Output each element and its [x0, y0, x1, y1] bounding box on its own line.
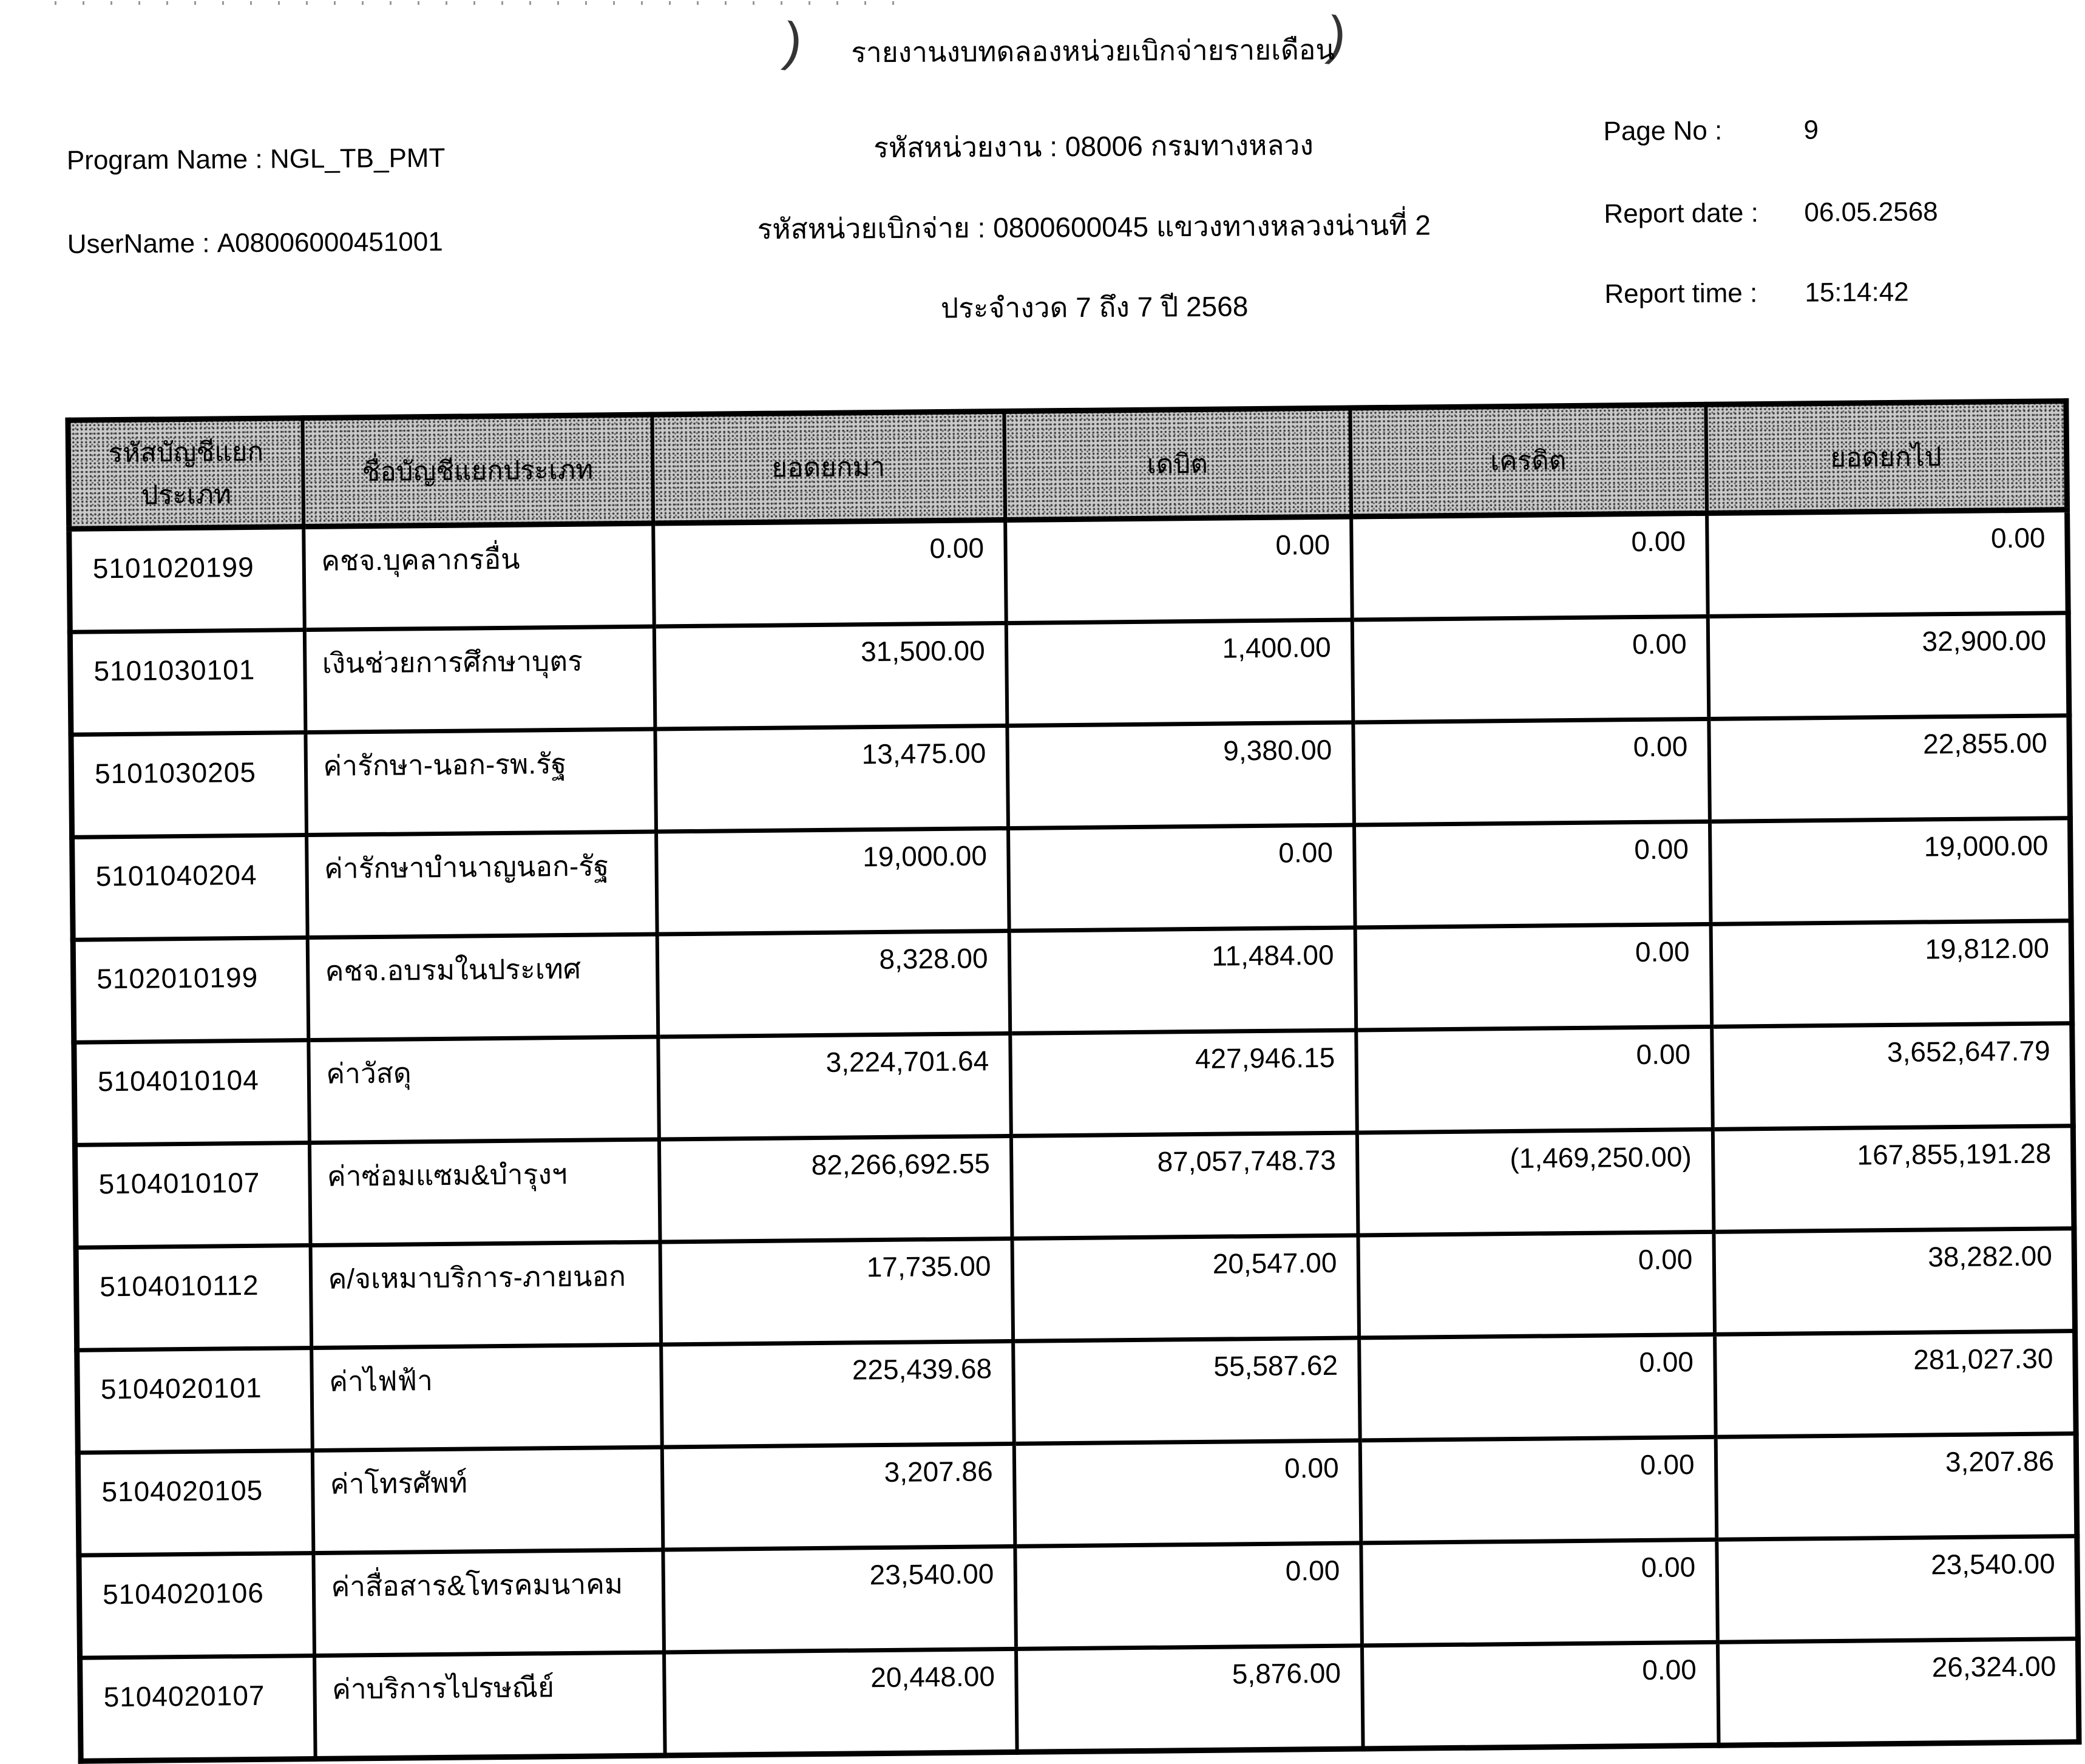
debit-cell: 20,547.00 [1012, 1235, 1359, 1341]
col-header-account-code: รหัสบัญชีแยกประเภท [68, 418, 303, 529]
ending-balance-cell: 23,540.00 [1717, 1536, 2078, 1643]
username-value: A08006000451001 [217, 226, 443, 259]
account-code-cell: 5101020199 [69, 527, 305, 633]
scan-artifact-paren-right: ) [1324, 4, 1351, 67]
account-name-cell: คชจ.อบรมในประเทศ [307, 934, 658, 1040]
ending-balance-cell: 3,207.86 [1715, 1434, 2077, 1540]
ending-balance-cell: 32,900.00 [1707, 613, 2069, 719]
beginning-balance-cell: 3,207.86 [662, 1443, 1015, 1550]
page-no-label: Page No : [1603, 115, 1723, 146]
report-title: รายงานงบทดลองหน่วยเบิกจ่ายรายเดือน [851, 33, 1335, 69]
table-row [77, 1331, 2076, 1453]
credit-cell: 0.00 [1356, 1026, 1713, 1133]
account-code-cell: 5104020106 [79, 1553, 314, 1658]
ending-balance-cell: 26,324.00 [1717, 1639, 2079, 1746]
account-code-cell: 5104010112 [76, 1246, 311, 1351]
trial-balance-table-wrapper [65, 398, 2076, 1763]
program-name-label: Program Name : [66, 144, 263, 175]
col-header-debit: เดบิต [1004, 408, 1351, 520]
table-row [78, 1434, 2077, 1556]
account-name-cell: ค่าสื่อสาร&โทรคมนาคม [313, 1550, 664, 1656]
scan-noise [55, 1, 904, 5]
debit-cell: 1,400.00 [1006, 620, 1353, 725]
credit-cell: 0.00 [1353, 719, 1710, 825]
account-name-cell: เงินช่วยการศึกษาบุตร [304, 626, 655, 733]
debit-cell: 87,057,748.73 [1011, 1133, 1358, 1238]
account-code-cell: 5101040204 [72, 835, 308, 940]
credit-cell: 0.00 [1361, 1539, 1718, 1646]
beginning-balance-cell: 20,448.00 [664, 1649, 1017, 1756]
scan-artifact-paren-left: ) [780, 10, 807, 73]
report-time-line [1604, 276, 2066, 310]
ending-balance-cell: 22,855.00 [1709, 716, 2070, 822]
table-row [72, 818, 2071, 940]
trial-balance-table [65, 398, 2081, 1764]
agency-code-line: รหัสหน่วยงาน : 08006 กรมทางหลวง [873, 129, 1314, 164]
table-row [69, 510, 2068, 633]
ending-balance-cell: 0.00 [1707, 510, 2069, 617]
beginning-balance-cell: 17,735.00 [660, 1238, 1013, 1345]
account-code-cell: 5104020107 [80, 1656, 316, 1762]
page-no-line [1603, 114, 2064, 147]
table-row [79, 1536, 2078, 1658]
report-date-value: 06.05.2568 [1804, 197, 1938, 228]
username-label: UserName : [67, 228, 210, 259]
beginning-balance-cell: 19,000.00 [656, 828, 1009, 934]
debit-cell: 55,587.62 [1013, 1338, 1360, 1443]
account-name-cell: ค่าวัสดุ [308, 1037, 659, 1143]
ending-balance-cell: 38,282.00 [1714, 1229, 2075, 1335]
debit-cell: 427,946.15 [1010, 1030, 1357, 1136]
ending-balance-cell: 3,652,647.79 [1712, 1023, 2073, 1130]
credit-cell: (1,469,250.00) [1357, 1129, 1714, 1235]
table-row [80, 1639, 2079, 1762]
debit-cell: 0.00 [1014, 1440, 1361, 1546]
debit-cell: 11,484.00 [1009, 928, 1356, 1033]
beginning-balance-cell: 13,475.00 [655, 725, 1008, 832]
credit-cell: 0.00 [1359, 1334, 1716, 1440]
ending-balance-cell: 19,000.00 [1709, 818, 2071, 924]
debit-cell: 0.00 [1008, 825, 1355, 931]
account-name-cell: ค่าโทรศัพท์ [312, 1447, 663, 1553]
account-code-cell: 5104010104 [74, 1040, 310, 1145]
account-code-cell: 5101030205 [71, 733, 307, 838]
account-name-cell: ค่าซ่อมแซม&บำรุงฯ [309, 1139, 660, 1246]
col-header-beginning-balance: ยอดยกมา [652, 412, 1005, 524]
beginning-balance-cell: 3,224,701.64 [658, 1033, 1011, 1139]
table-row [75, 1126, 2073, 1248]
report-date-line [1604, 196, 2065, 229]
report-time-value: 15:14:42 [1805, 277, 1909, 308]
debit-cell: 0.00 [1005, 517, 1352, 623]
account-name-cell: ค่าไฟฟ้า [311, 1345, 662, 1451]
table-row [74, 1023, 2073, 1145]
beginning-balance-cell: 31,500.00 [654, 623, 1007, 729]
table-row [76, 1229, 2075, 1351]
account-code-cell: 5104020101 [77, 1348, 313, 1453]
credit-cell: 0.00 [1360, 1437, 1717, 1543]
account-name-cell: ค/จเหมาบริการ-ภายนอก [310, 1242, 661, 1348]
ending-balance-cell: 167,855,191.28 [1712, 1126, 2074, 1232]
col-header-ending-balance: ยอดยกไป [1706, 401, 2067, 514]
page-no-value: 9 [1803, 115, 1819, 145]
account-code-cell: 5101030101 [70, 630, 305, 735]
beginning-balance-cell: 23,540.00 [663, 1546, 1016, 1652]
debit-cell: 0.00 [1015, 1543, 1362, 1649]
account-code-cell: 5104010107 [75, 1143, 310, 1248]
beginning-balance-cell: 0.00 [653, 520, 1006, 626]
col-header-account-name: ชื่อบัญชีแยกประเภท [302, 415, 653, 527]
credit-cell: 0.00 [1358, 1232, 1715, 1338]
beginning-balance-cell: 8,328.00 [657, 931, 1010, 1037]
account-code-cell: 5102010199 [73, 938, 308, 1043]
table-row [73, 921, 2072, 1043]
report-time-label: Report time : [1604, 278, 1758, 309]
account-name-cell: คชจ.บุคลากรอื่น [303, 523, 654, 630]
credit-cell: 0.00 [1355, 924, 1712, 1030]
username-line [67, 227, 443, 260]
table-header-row [68, 401, 2067, 529]
disbursement-unit-line: รหัสหน่วยเบิกจ่าย : 0800600045 แขวงทางหลวงน่านที่ 2 [757, 209, 1431, 245]
beginning-balance-cell: 82,266,692.55 [659, 1136, 1012, 1242]
credit-cell: 0.00 [1354, 821, 1710, 928]
report-date-label: Report date : [1604, 198, 1759, 229]
account-name-cell: ค่าบริการไปรษณีย์ [314, 1652, 665, 1759]
program-name-line [67, 143, 446, 176]
table-row [71, 716, 2070, 838]
table-row [70, 613, 2069, 735]
beginning-balance-cell: 225,439.68 [661, 1341, 1014, 1447]
credit-cell: 0.00 [1352, 616, 1709, 722]
debit-cell: 5,876.00 [1015, 1646, 1363, 1752]
period-line: ประจำงวด 7 ถึง 7 ปี 2568 [940, 290, 1249, 324]
program-name-value: NGL_TB_PMT [270, 143, 446, 174]
ending-balance-cell: 281,027.30 [1715, 1331, 2077, 1437]
account-name-cell: ค่ารักษา-นอก-รพ.รัฐ [305, 729, 656, 835]
account-name-cell: ค่ารักษาบำนาญนอก-รัฐ [307, 832, 657, 938]
account-code-cell: 5104020105 [78, 1451, 313, 1556]
debit-cell: 9,380.00 [1007, 722, 1354, 828]
col-header-credit: เครดิต [1350, 404, 1707, 517]
ending-balance-cell: 19,812.00 [1710, 921, 2072, 1027]
credit-cell: 0.00 [1361, 1642, 1718, 1749]
credit-cell: 0.00 [1351, 513, 1708, 620]
